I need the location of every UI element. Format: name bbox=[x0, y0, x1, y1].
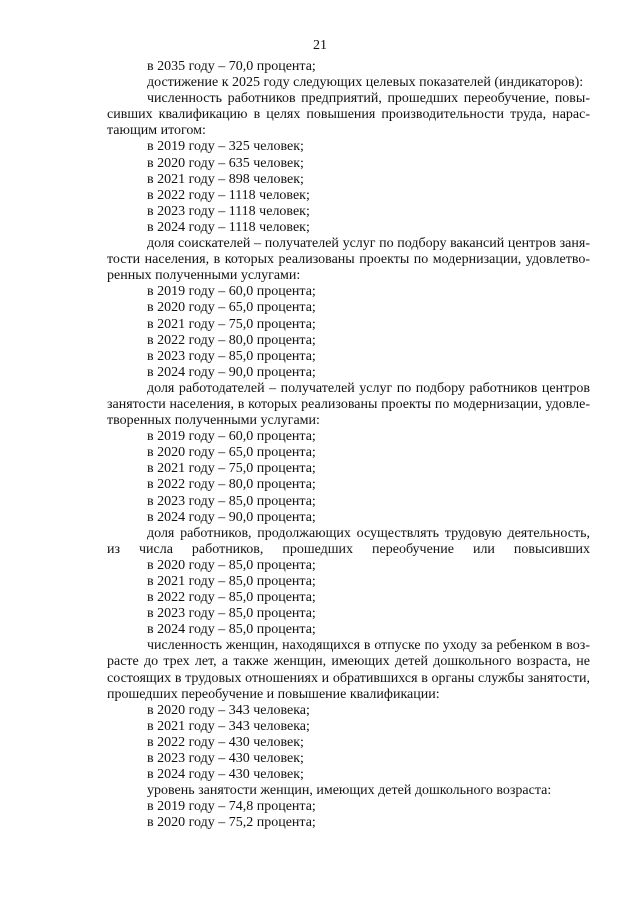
text-line: в 2019 году – 60,0 процента; bbox=[147, 284, 316, 300]
text-line: в 2024 году – 85,0 процента; bbox=[147, 622, 316, 638]
text-line: занятости населения, в которых реализованы проекты по модернизации, удовле- bbox=[107, 396, 590, 412]
text-line: в 2021 году – 75,0 процента; bbox=[147, 461, 316, 477]
document-body bbox=[107, 59, 590, 832]
text-line: в 2024 году – 90,0 процента; bbox=[147, 364, 316, 380]
text-line: в 2021 году – 85,0 процента; bbox=[147, 574, 316, 589]
text-line: расте до трех лет, а также женщин, имеющих детей дошкольного возраста, не bbox=[107, 654, 590, 670]
text-line: достижение к 2025 году следующих целевых показателей (индикаторов): bbox=[147, 75, 584, 91]
text-line: творенных полученными услугами: bbox=[107, 413, 320, 429]
text-line: в 2023 году – 1118 человек; bbox=[147, 203, 310, 219]
text-line: тости населения, в которых реализованы проекты по модернизации, удовлетво- bbox=[107, 252, 590, 268]
text-line: в 2019 году – 60,0 процента; bbox=[147, 429, 316, 445]
text-line: в 2021 году – 343 человека; bbox=[147, 718, 310, 734]
text-line: доля работодателей – получателей услуг по подбору работников центров bbox=[147, 380, 590, 396]
text-line: в 2021 году – 898 человек; bbox=[147, 171, 304, 187]
text-line: ренных полученными услугами: bbox=[107, 268, 301, 284]
text-line: в 2022 году – 1118 человек; bbox=[147, 187, 310, 203]
text-line: в 2023 году – 85,0 процента; bbox=[147, 606, 316, 622]
text-line: в 2022 году – 80,0 процента; bbox=[147, 477, 316, 493]
text-line: численность женщин, находящихся в отпуске по уходу за ребенком в воз- bbox=[147, 638, 590, 654]
text-line: в 2024 году – 1118 человек; bbox=[147, 219, 310, 235]
text-line: в 2020 году – 343 человека; bbox=[147, 702, 310, 718]
text-line: в 2020 году – 85,0 процента; bbox=[147, 557, 316, 573]
text-line: в 2023 году – 430 человек; bbox=[147, 751, 304, 767]
text-line: сивших квалификацию в целях повышения производительности труда, нарас- bbox=[107, 107, 590, 123]
text-line: в 2020 году – 65,0 процента; bbox=[147, 445, 316, 461]
text-line: в 2023 году – 85,0 процента; bbox=[147, 348, 316, 364]
text-line: в 2020 году – 65,0 процента; bbox=[147, 300, 316, 316]
text-line: в 2020 году – 635 человек; bbox=[147, 155, 304, 171]
text-line: прошедших переобучение и повышение квалификации: bbox=[107, 686, 440, 702]
text-line: в 2023 году – 85,0 процента; bbox=[147, 493, 316, 509]
text-line: в 2019 году – 74,8 процента; bbox=[147, 799, 316, 815]
text-line: в 2019 году – 325 человек; bbox=[147, 139, 304, 155]
text-line: в 2022 году – 85,0 процента; bbox=[147, 590, 316, 606]
text-line: в 2020 году – 75,2 процента; bbox=[147, 815, 316, 831]
text-line: тающим итогом: bbox=[107, 123, 206, 139]
text-line: уровень занятости женщин, имеющих детей дошкольного возраста: bbox=[147, 783, 552, 799]
text-line: доля соискателей – получателей услуг по подбору вакансий центров заня- bbox=[147, 236, 590, 252]
text-line: в 2024 году – 430 человек; bbox=[147, 767, 304, 783]
text-line: в 2024 году – 90,0 процента; bbox=[147, 509, 316, 525]
text-line: в 2022 году – 80,0 процента; bbox=[147, 332, 316, 348]
text-line: из числа работников, прошедших переобучение или повысивших bbox=[107, 541, 590, 557]
text-line: доля работников, продолжающих осуществлять трудовую деятельность, bbox=[147, 525, 590, 541]
text-line: состоящих в трудовых отношениях и обратившихся в органы службы занятости, bbox=[107, 670, 590, 686]
text-line: в 2022 году – 430 человек; bbox=[147, 734, 304, 750]
text-line: численность работников предприятий, прошедших переобучение, повы- bbox=[147, 91, 590, 107]
text-line: в 2021 году – 75,0 процента; bbox=[147, 316, 316, 332]
page-number: 21 bbox=[313, 38, 327, 53]
text-line: в 2035 году – 70,0 процента; bbox=[147, 59, 316, 74]
